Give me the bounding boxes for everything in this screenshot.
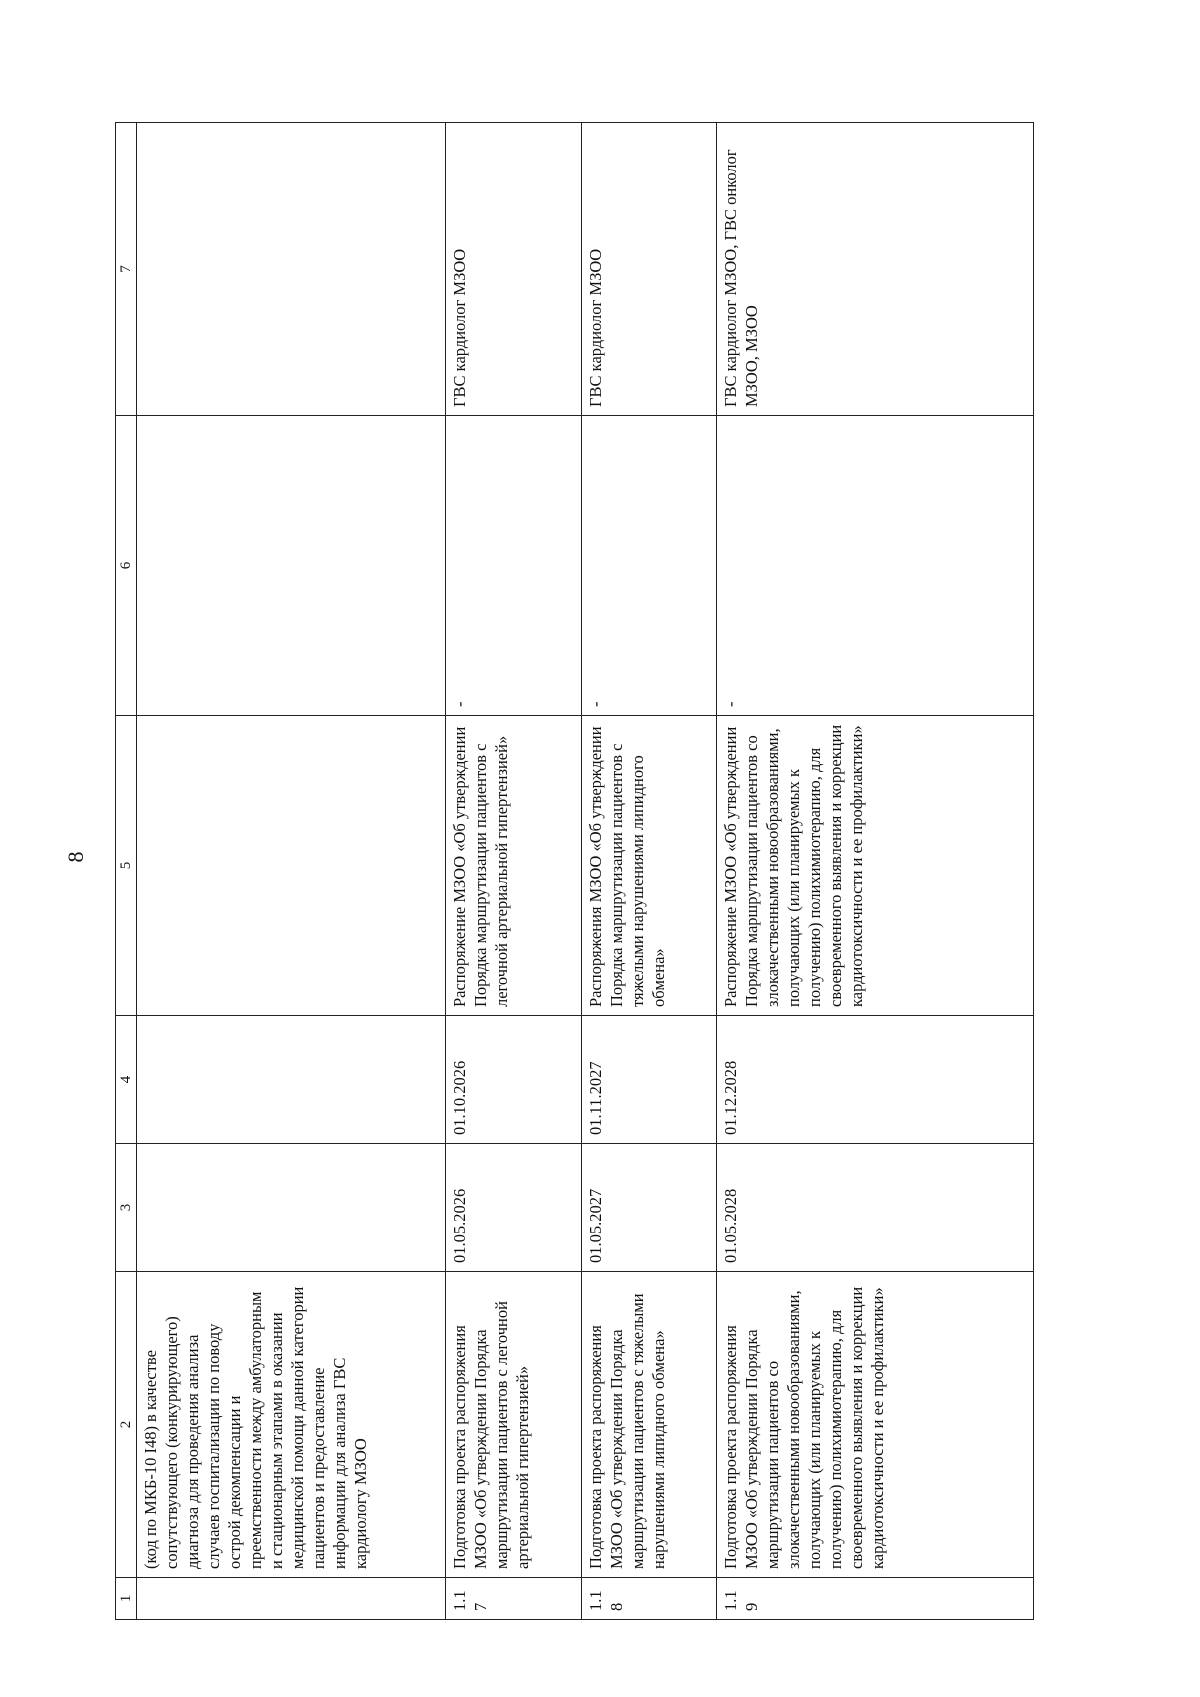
start-date-cell: 01.05.2026 [446,1144,582,1272]
column-6-cell: - [582,416,717,716]
responsible-cell: ГВС кардиолог МЗОО [582,123,717,416]
responsible-cell [137,123,446,416]
result-cell: Распоряжения МЗОО «Об утверждении Порядка маршрутизации пациентов с тяжелыми нарушениями липидного обмена» [582,716,717,1016]
column-6-cell [137,416,446,716]
end-date-cell: 01.11.2027 [582,1016,717,1144]
table-row-1-17 [446,123,582,1620]
end-date-cell: 01.10.2026 [446,1016,582,1144]
result-cell: Распоряжение МЗОО «Об утверждении Порядка маршрутизации пациентов с легочной артериальной гипертензией» [446,716,582,1016]
result-cell: Распоряжение МЗОО «Об утверждении Порядка маршрутизации пациентов со злокачественными новообразованиями, получающих (или планируемых к получению) полихимиотерапию, для своевременного выявления и коррекции кардиотоксичности и ее профилактики» [717,716,1034,1016]
table-row-continuation [137,123,446,1620]
start-date-cell [137,1144,446,1272]
column-6-cell: - [717,416,1034,716]
end-date-cell [137,1016,446,1144]
table-header-row [116,123,137,1620]
column-header-4: 4 [116,1016,137,1144]
start-date-cell: 01.05.2027 [582,1144,717,1272]
result-cell [137,716,446,1016]
column-header-7: 7 [116,123,137,416]
task-cell: (код по МКБ-10 I48) в качестве сопутствующего (конкурирующего) диагноза для проведения анализа случаев госпитализации по поводу острой декомпенсации и преемственности между амбулаторным и стационарным этапами в оказании медицинской помощи данной категории пациентов и предоставление информации для анализа ГВС кардиологу МЗОО [137,1272,446,1578]
task-cell: Подготовка проекта распоряжения МЗОО «Об утверждении Порядка маршрутизации пациентов со злокачественными новообразованиями, получающих (или планируемых к получению) полихимиотерапию, для своевременного выявления и коррекции кардиотоксичности и ее профилактики» [717,1272,1034,1578]
start-date-cell: 01.05.2028 [717,1144,1034,1272]
task-cell: Подготовка проекта распоряжения МЗОО «Об утверждении Порядка маршрутизации пациентов с тяжелыми нарушениями липидного обмена» [582,1272,717,1578]
table-row-1-18 [582,123,717,1620]
end-date-cell: 01.12.2028 [717,1016,1034,1144]
task-cell: Подготовка проекта распоряжения МЗОО «Об утверждении Порядка маршрутизации пациентов с легочной артериальной гипертензией» [446,1272,582,1578]
row-number-cell: 1.18 [582,1578,717,1620]
column-header-1: 1 [116,1578,137,1620]
column-header-2: 2 [116,1272,137,1578]
row-number-cell [137,1578,446,1620]
column-6-cell: - [446,416,582,716]
row-number-cell: 1.19 [717,1578,1034,1620]
table-row-1-19 [717,123,1034,1620]
page-number: 8 [63,851,88,863]
row-number-cell: 1.17 [446,1578,582,1620]
responsible-cell: ГВС кардиолог МЗОО [446,123,582,416]
column-header-5: 5 [116,716,137,1016]
landscape-page [60,82,1100,1632]
responsible-cell: ГВС кардиолог МЗОО, ГВС онколог МЗОО, МЗОО [717,123,1034,416]
column-header-6: 6 [116,416,137,716]
column-header-3: 3 [116,1144,137,1272]
plan-table [115,122,1034,1620]
